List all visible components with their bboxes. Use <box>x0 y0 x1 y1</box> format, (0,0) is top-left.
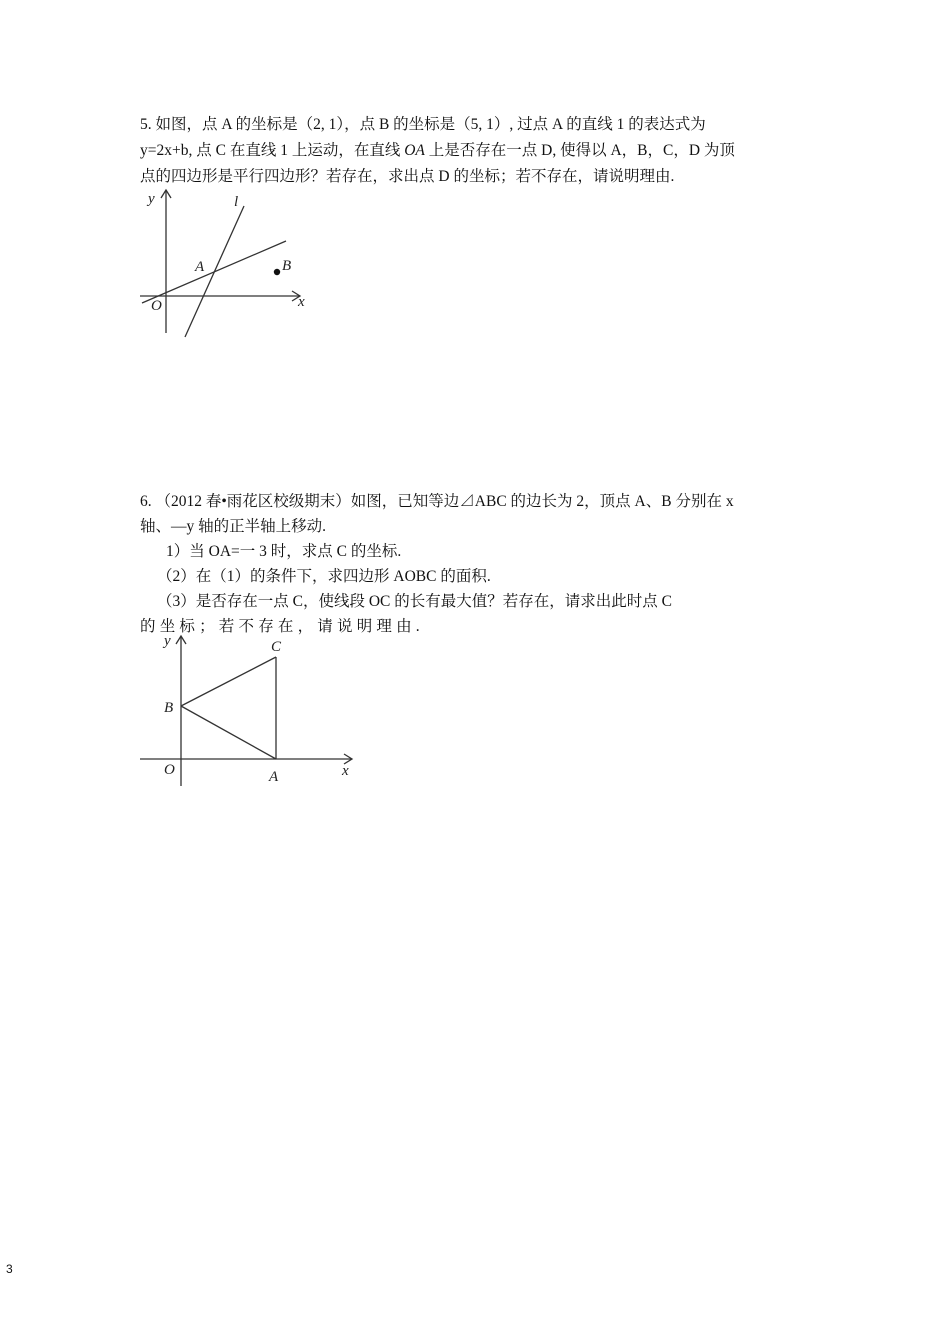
p6-label-x: x <box>342 763 349 779</box>
problem6-question1: 1）当 OA=一 3 时，求点 C 的坐标. <box>166 543 402 560</box>
problem5-line2-post: 上是否存在一点 D, 使得以 A，B，C，D 为顶 <box>424 142 735 159</box>
p5-label-b: B <box>282 258 292 274</box>
problem5-line3: 点的四边形是平行四边形？若存在，求出点 D 的坐标；若不存在，请说明理由. <box>140 168 675 185</box>
problem6-question3-cont: 的坐标；若不存在，请说明理由. <box>140 618 424 635</box>
p5-label-o: O <box>151 298 162 314</box>
p5-label-l: l <box>234 194 239 210</box>
p6-label-b: B <box>164 700 174 716</box>
p6-label-o: O <box>164 762 175 778</box>
p5-label-x: x <box>298 294 305 310</box>
p6-label-a: A <box>269 769 279 785</box>
problem6-line1: 6. （2012 春•雨花区校级期末）如图，已知等边⊿ABC 的边长为 2，顶点 A、B 分别在 x <box>140 493 734 510</box>
p6-label-c: C <box>271 639 282 655</box>
p6-label-y: y <box>164 633 171 649</box>
p5-label-a: A <box>195 259 205 275</box>
problem5-line2-oa: OA <box>404 142 425 159</box>
problem6-question2: （2）在（1）的条件下，求四边形 AOBC 的面积. <box>157 568 491 585</box>
problem5-line1: 5. 如图，点 A 的坐标是（2, 1），点 B 的坐标是（5, 1）, 过点 A 的直线 1 的表达式为 <box>140 116 706 133</box>
problem5-line2-pre: y=2x+b, 点 C 在直线 1 上运动，在直线 <box>140 142 405 159</box>
page-number: 3 <box>6 1262 13 1276</box>
p6-side-ba <box>181 706 276 759</box>
problem6-line2: 轴、—y 轴的正半轴上移动. <box>140 518 327 535</box>
p5-label-y: y <box>148 191 155 207</box>
p6-side-bc <box>181 657 276 706</box>
problem6-question3: （3）是否存在一点 C，使线段 OC 的长有最大值？若存在，请求出此时点 C <box>157 593 672 610</box>
